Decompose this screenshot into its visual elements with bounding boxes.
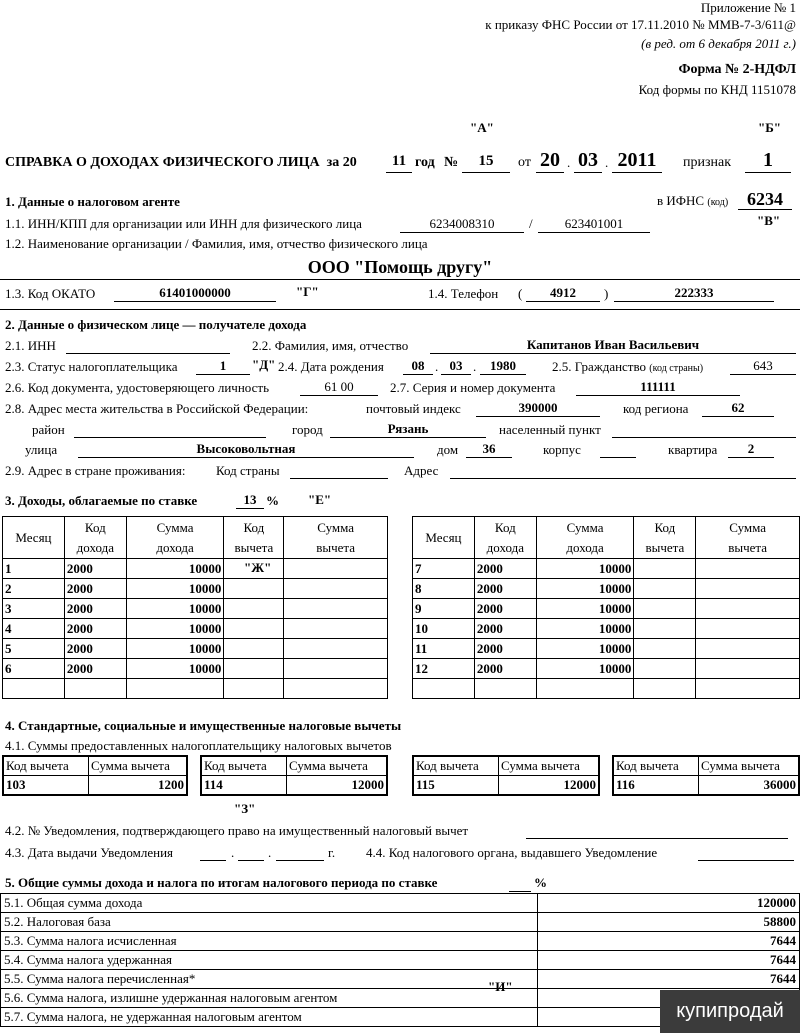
income-cell: 10000 [536, 639, 634, 659]
form-name: Форма № 2-НДФЛ [678, 62, 796, 77]
income-cell [634, 659, 696, 679]
order-reference: к приказу ФНС России от 17.11.2010 № ММВ-7-3/611@ [485, 17, 796, 32]
city-label: город [292, 422, 323, 437]
totals-label: 5.7. Сумма налога, не удержанная налоговым агентом [1, 1008, 538, 1027]
totals-row [1, 951, 800, 970]
person-fio: Капитанов Иван Васильевич [526, 337, 700, 352]
number-sign: № [444, 155, 459, 170]
ifns-code: 6234 [747, 189, 783, 209]
income-cell [284, 679, 388, 699]
doc-number: 111111 [640, 379, 676, 394]
ded-code: 114 [201, 776, 287, 796]
income-rate-percent: % [266, 493, 279, 508]
birth-year: 1980 [490, 358, 516, 373]
income-row [3, 559, 388, 579]
ded-code: 116 [613, 776, 699, 796]
ded-code-header: Код вычета [3, 756, 89, 776]
income-cell [3, 679, 65, 699]
totals-label: 5.6. Сумма налога, излишне удержанная налоговым агентом [1, 989, 538, 1008]
income-row [413, 599, 800, 619]
income-cell [64, 679, 126, 699]
income-cell: 7 [413, 559, 475, 579]
totals-row [1, 894, 800, 913]
address-label: 2.8. Адрес места жительства в Российской Федерации: [5, 401, 309, 416]
phone-open: ( [518, 286, 523, 301]
sign-label: признак [683, 155, 732, 170]
income-cell: 10000 [536, 619, 634, 639]
income-cell: 2000 [64, 599, 126, 619]
income-cell [696, 619, 800, 639]
ded-code: 103 [3, 776, 89, 796]
ded-code: 115 [413, 776, 499, 796]
flat: 2 [747, 441, 755, 456]
inn-kpp-slash: / [529, 216, 533, 231]
income-header-cell: Сумма вычета [696, 517, 800, 559]
region-label: код региона [623, 401, 689, 416]
income-cell [634, 679, 696, 699]
from-label: от [518, 155, 531, 170]
income-cell [634, 579, 696, 599]
income-cell: 2000 [474, 579, 536, 599]
income-header-cell: Сумма дохода [126, 517, 224, 559]
income-cell: 11 [413, 639, 475, 659]
status-label: 2.3. Статус налогоплательщика [5, 359, 178, 374]
totals-percent: % [534, 875, 547, 890]
income-cell [224, 599, 284, 619]
foreign-country-code-label: Код страны [216, 463, 280, 478]
ded-code-header: Код вычета [201, 756, 287, 776]
deductions-subtitle: 4.1. Суммы предоставленных налогоплательщику налоговых вычетов [5, 738, 392, 753]
income-header-cell: Код вычета [634, 517, 696, 559]
section-1-title: 1. Данные о налоговом агенте [5, 194, 180, 209]
income-row [413, 659, 800, 679]
notice-date-dot-2: . [268, 845, 272, 860]
totals-label: 5.4. Сумма налога удержанная [1, 951, 538, 970]
foreign-address-text-label: Адрес [404, 463, 439, 478]
income-cell [696, 639, 800, 659]
birth-dot-1: . [435, 359, 439, 374]
street: Высоковольтная [196, 441, 296, 456]
phone-number: 222333 [674, 285, 714, 300]
income-cell [126, 679, 224, 699]
doc-number-label: 2.7. Серия и номер документа [390, 380, 556, 395]
income-header-cell: Код дохода [474, 517, 536, 559]
building-label: корпус [543, 442, 581, 457]
appendix-label: Приложение № 1 [700, 0, 796, 15]
marker-z: "З" [234, 801, 256, 816]
deduction-block-4 [612, 755, 800, 796]
income-row [413, 579, 800, 599]
district-label: район [32, 422, 65, 437]
income-cell: 2000 [474, 639, 536, 659]
income-cell [284, 619, 388, 639]
income-cell: 2000 [474, 619, 536, 639]
income-cell [536, 679, 634, 699]
income-cell [284, 559, 388, 579]
income-cell: 10000 [536, 599, 634, 619]
income-cell: 2000 [64, 659, 126, 679]
postal-label: почтовый индекс [366, 401, 461, 416]
totals-value: 7644 [538, 951, 800, 970]
income-cell [224, 639, 284, 659]
income-cell: 10000 [536, 659, 634, 679]
income-row [3, 599, 388, 619]
income-cell: 9 [413, 599, 475, 619]
certificate-number: 15 [478, 153, 494, 169]
cert-year: 2011 [617, 149, 657, 171]
income-cell [474, 679, 536, 699]
income-header-cell: Месяц [3, 517, 65, 559]
citizenship-code: 643 [753, 358, 773, 373]
notice-org-label: 4.4. Код налогового органа, выдавшего Уведомление [366, 845, 658, 860]
income-table-right [412, 516, 800, 699]
region-code: 62 [731, 400, 745, 415]
income-table-left [2, 516, 388, 699]
income-cell [634, 619, 696, 639]
income-cell: 8 [413, 579, 475, 599]
agent-kpp: 623401001 [564, 216, 624, 231]
income-row [3, 579, 388, 599]
agent-name-label: 1.2. Наименование организации / Фамилия, имя, отчество физического лица [5, 236, 428, 251]
ifns-label: в ИФНС (код) [657, 193, 729, 208]
income-header-cell: Сумма дохода [536, 517, 634, 559]
income-header-cell: Месяц [413, 517, 475, 559]
doc-code-label: 2.6. Код документа, удостоверяющего личность [5, 380, 270, 395]
income-row [3, 619, 388, 639]
notice-year-abbr: г. [328, 845, 336, 860]
street-label: улица [25, 442, 58, 457]
revision-note: (в ред. от 6 декабря 2011 г.) [641, 36, 796, 51]
section-2-title: 2. Данные о физическом лице — получателе дохода [5, 317, 307, 332]
income-cell [696, 679, 800, 699]
date-dot-1: . [567, 155, 571, 170]
income-cell: 2000 [474, 599, 536, 619]
title-year: 11 [391, 153, 407, 169]
doc-code: 61 00 [324, 379, 354, 394]
ded-sum: 12000 [499, 776, 600, 796]
ded-sum: 36000 [699, 776, 800, 796]
ded-code-header: Код вычета [413, 756, 499, 776]
income-row [413, 559, 800, 579]
income-row [413, 619, 800, 639]
income-cell [634, 599, 696, 619]
income-row [413, 639, 800, 659]
income-row [3, 679, 388, 699]
marker-i: "И" [488, 979, 513, 994]
income-cell [413, 679, 475, 699]
income-cell: 10 [413, 619, 475, 639]
agent-name: ООО "Помощь другу" [307, 257, 493, 277]
income-cell: 2000 [64, 619, 126, 639]
marker-b: "Б" [758, 120, 782, 135]
deduction-block-3 [412, 755, 600, 796]
totals-label: 5.3. Сумма налога исчисленная [1, 932, 538, 951]
income-cell: 10000 [126, 599, 224, 619]
settlement-label: населенный пункт [499, 422, 601, 437]
section-3-title: 3. Доходы, облагаемые по ставке [5, 493, 198, 508]
birth-month: 03 [449, 358, 463, 373]
phone-label: 1.4. Телефон [428, 286, 499, 301]
income-cell: 10000 [536, 559, 634, 579]
birth-dot-2: . [473, 359, 477, 374]
phone-code: 4912 [550, 285, 576, 300]
income-cell [284, 579, 388, 599]
income-cell [634, 559, 696, 579]
section-5-title: 5. Общие суммы дохода и налога по итогам налогового периода по ставке [5, 875, 438, 890]
marker-a: "А" [470, 120, 494, 135]
ded-sum: 12000 [287, 776, 388, 796]
totals-row [1, 913, 800, 932]
income-cell [224, 679, 284, 699]
income-cell: 2000 [64, 579, 126, 599]
income-cell [696, 579, 800, 599]
income-cell: 10000 [126, 639, 224, 659]
cert-day: 20 [540, 149, 560, 171]
okato-code: 61401000000 [159, 285, 231, 300]
income-cell [224, 659, 284, 679]
totals-label: 5.2. Налоговая база [1, 913, 538, 932]
income-cell: 12 [413, 659, 475, 679]
country-code-hint: (код страны) [649, 363, 704, 374]
sign-value: 1 [763, 149, 773, 171]
foreign-address-label: 2.9. Адрес в стране проживания: [5, 463, 186, 478]
ded-sum-header: Сумма вычета [699, 756, 800, 776]
income-cell: 10000 [126, 619, 224, 639]
income-header-row [3, 517, 388, 559]
person-inn-label: 2.1. ИНН [5, 338, 56, 353]
marker-d: "Д" [252, 357, 276, 372]
income-cell: 10000 [126, 559, 224, 579]
house-label: дом [437, 442, 459, 457]
house: 36 [482, 441, 496, 456]
ded-sum-header: Сумма вычета [89, 756, 188, 776]
ifns-code-hint: (код) [707, 197, 729, 208]
income-cell [696, 659, 800, 679]
ded-sum-header: Сумма вычета [287, 756, 388, 776]
income-cell [224, 619, 284, 639]
income-cell: 10000 [126, 579, 224, 599]
okato-label: 1.3. Код ОКАТО [5, 286, 96, 301]
income-cell: 10000 [536, 579, 634, 599]
postal-code: 390000 [518, 400, 558, 415]
ded-sum: 1200 [89, 776, 188, 796]
income-rate: 13 [243, 492, 257, 507]
income-cell [284, 659, 388, 679]
birth-day: 08 [411, 358, 425, 373]
ded-code-header: Код вычета [613, 756, 699, 776]
ded-sum-header: Сумма вычета [499, 756, 600, 776]
totals-value: 120000 [538, 894, 800, 913]
income-cell: 2000 [64, 639, 126, 659]
notice-number-label: 4.2. № Уведомления, подтверждающего право на имущественный налоговый вычет [5, 823, 469, 838]
date-dot-2: . [605, 155, 609, 170]
marker-zh: "Ж" [244, 560, 272, 575]
taxpayer-status: 1 [219, 358, 227, 373]
watermark-logo: купипродай [660, 990, 800, 1033]
title-year-suffix: год [415, 155, 435, 170]
income-cell: 2000 [64, 559, 126, 579]
title-year-prefix: за 20 [326, 155, 357, 170]
marker-e: "Е" [308, 492, 332, 507]
flat-label: квартира [668, 442, 718, 457]
income-cell: 5 [3, 639, 65, 659]
section-4-title: 4. Стандартные, социальные и имущественные налоговые вычеты [5, 718, 402, 733]
income-cell: 3 [3, 599, 65, 619]
totals-value: 7644 [538, 970, 800, 989]
income-header-cell: Сумма вычета [284, 517, 388, 559]
cert-month: 03 [578, 149, 598, 171]
totals-value: 58800 [538, 913, 800, 932]
birth-date-label: 2.4. Дата рождения [278, 359, 384, 374]
income-cell [224, 579, 284, 599]
income-cell: 2 [3, 579, 65, 599]
marker-v: "В" [757, 213, 781, 228]
citizenship-label: 2.5. Гражданство (код страны) [552, 359, 704, 374]
totals-value: 7644 [538, 932, 800, 951]
form-code: Код формы по КНД 1151078 [638, 82, 796, 97]
title-text: СПРАВКА О ДОХОДАХ ФИЗИЧЕСКОГО ЛИЦА [5, 155, 320, 170]
totals-label: 5.5. Сумма налога перечисленная* [1, 970, 538, 989]
fio-label: 2.2. Фамилия, имя, отчество [252, 338, 409, 353]
income-cell: 6 [3, 659, 65, 679]
income-cell [284, 639, 388, 659]
income-cell: 10000 [126, 659, 224, 679]
income-cell [696, 559, 800, 579]
income-row [413, 679, 800, 699]
income-cell: 4 [3, 619, 65, 639]
marker-g: "Г" [296, 284, 319, 299]
notice-date-dot-1: . [231, 845, 235, 860]
income-cell [284, 599, 388, 619]
income-header-cell: Код вычета [224, 517, 284, 559]
totals-row [1, 970, 800, 989]
agent-inn: 6234008310 [429, 216, 495, 231]
income-cell [634, 639, 696, 659]
income-header-cell: Код дохода [64, 517, 126, 559]
phone-close: ) [604, 286, 609, 301]
deduction-block-2 [200, 755, 388, 796]
income-cell: 2000 [474, 559, 536, 579]
income-row [3, 639, 388, 659]
income-cell [696, 599, 800, 619]
notice-date-label: 4.3. Дата выдачи Уведомления [5, 845, 174, 860]
document-title [5, 156, 357, 170]
inn-kpp-label: 1.1. ИНН/КПП для организации или ИНН для физического лица [5, 216, 362, 231]
income-cell: 2000 [474, 659, 536, 679]
totals-label: 5.1. Общая сумма дохода [1, 894, 538, 913]
income-header-row [413, 517, 800, 559]
income-row [3, 659, 388, 679]
city: Рязань [387, 421, 429, 436]
income-cell: 1 [3, 559, 65, 579]
totals-row [1, 932, 800, 951]
deduction-block-1 [2, 755, 188, 796]
